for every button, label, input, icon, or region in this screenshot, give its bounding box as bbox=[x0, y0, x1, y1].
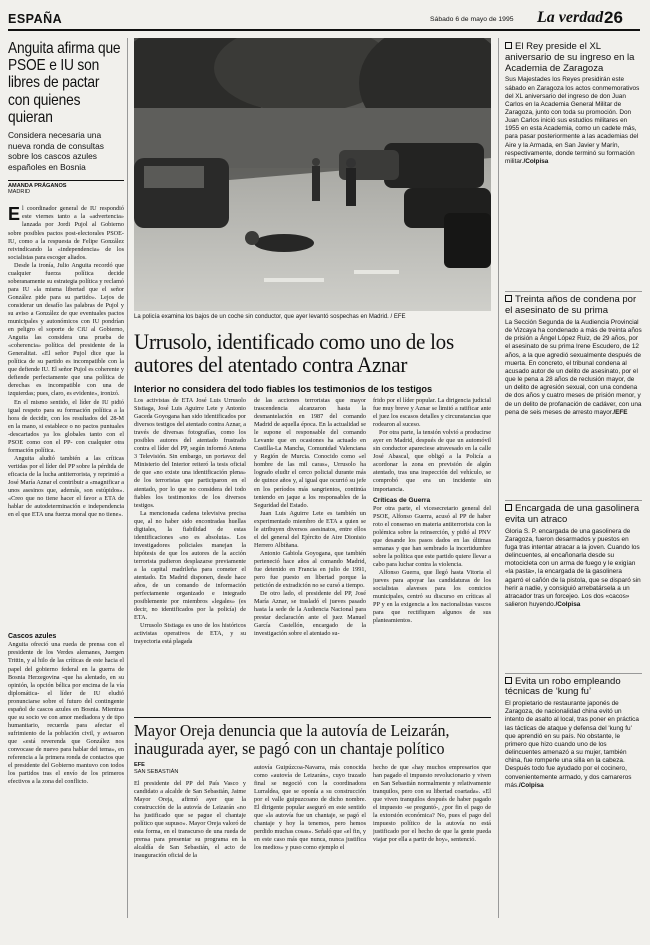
bottom-dateline bbox=[134, 762, 178, 775]
checkbox-bullet-icon bbox=[505, 504, 512, 511]
main-paragraph: de las acciones terroristas que mayor trascendencia alcanzaron hasta la desmantelación en 1987 del comando Madrid de aquella época. En la actualidad se le supone el responsable del comando Levante que en ocasiones ha actuado en Castilla-La Mancha, Comunidad Valenciana y Región de Murcia. Conocido como «el hombre de las mil caras», Urrusolo ha logrado eludir el cerco policial durante más de quince años y, al igual que ocurrió su jefe en los períodos más sangrientos, continúa teniendo en jaque a los responsables de la Seguridad del Estado. bbox=[254, 397, 366, 509]
photo-caption: La policía examina los bajos de un coche sin conductor, que ayer levantó sospechas en Madrid. / EFE bbox=[134, 314, 406, 320]
brief-divider bbox=[505, 500, 642, 501]
page-number: 26 bbox=[604, 8, 623, 27]
main-col-1 bbox=[134, 397, 246, 712]
left-story-headline: Anguita afirma que PSOE e IU son libres de pactar con quienes quieran bbox=[8, 40, 121, 126]
brief-item bbox=[505, 42, 642, 288]
story-divider bbox=[134, 717, 491, 718]
left-story-subsection-title: Cascos azules bbox=[8, 633, 57, 641]
bottom-agency: EFE bbox=[134, 762, 145, 768]
brief-source: /EFE bbox=[613, 408, 628, 416]
left-story-subsection-body: Anguita ofreció una rueda de prensa con el presidente de los Verdes alemanes, Juergen Trittin, y al hilo de las críticas de este hacia el papel del gobierno federal en la guerra de Bosnia Herzegovina -que ha alentado, en su opinión, la opción bélica por encima de la vía diplomática- el líder de IU eludió pronunciarse sobre el futuro del contingente español de cascos azules en Bosnia. Mientras que su socio ve con amor mediadora y de tipo humanitario, recuerda para afectar el sufrimiento de la población civil, y avisaron que «está reverenda que González nos convocase de nuevo para hablar del tema», en referencia a la primera ronda de contactos que el presidente del Gobierno mantuvo con todos los partidos tras el envío de los primeros efectivos a la zona del conflicto. bbox=[8, 641, 124, 786]
brief-body: La Sección Segunda de la Audiencia Provincial de Vizcaya ha condenado a más de treinta años de prisión a Ángel López Ruiz, de 29 años, por el asesinato de su prima Irene Escudero, de 12 años, a la que agredió sexualmente después de muerta. En concreto, el tribunal condena al acusado autor de un delito de asesinato, por el que le pena a 28 años de reclusión mayor, de un delito de agresión sexual, con una condena de dos años y cuatro meses de prisión menor, y de un delito de profanación de cadáver, con una pena de seis meses de arresto mayor. bbox=[505, 318, 642, 416]
left-story bbox=[8, 40, 124, 920]
checkbox-bullet-icon bbox=[505, 295, 512, 302]
bottom-col-3: hecho de que «hay muchos empresarios que han pagado el impuesto revolucionario y viven en San Sebastián normalmente y relativamente tranquilos, pero con su libertad coartada». «El que viven tranquilos después de haber pagado el impuesto -se preguntó-, ¿por fin el pago de la extorsión económica? No, pues el pago del impuesto político de la autovía no está justificado por el hecho de que la gente pueda viajar por ella a partir de hoy», sentenció. bbox=[373, 764, 491, 844]
brief-item bbox=[505, 295, 642, 497]
main-paragraph: frido por el líder popular. La dirigencia judicial fue muy breve y Aznar se limitó a ratificar ante el juez los escasos detalles y circunstancias que rodearon al suceso. bbox=[373, 397, 491, 429]
masthead-rule bbox=[8, 29, 640, 31]
checkbox-bullet-icon bbox=[505, 42, 512, 49]
sidebar-briefs bbox=[505, 42, 642, 922]
brief-body: Gloria S. P. encargada de una gasolinera de Zaragoza, fueron desarmados y puestos en fuga tras intentar atracar a la joven. Cuando los delincuentes, al encañonarla desde su motocicleta con un arma de fuego y le exigían «la pasta», la encargada de la gasolinera agarró el cañón de la pistola, que se disparó sin herir a nadie, y consiguió arrebatársela a un atracador tras un forcejeo. Los dos «cacos» salieron huyendo. bbox=[505, 527, 641, 608]
brief-body: Sus Majestades los Reyes presidirán este sábado en Zaragoza los actos conmemorativos del XL aniversario del ingreso de don Juan Carlos en la Academia General Militar de Zaragoza, junto con toda su promoción. Don Juan Carlos inició sus estudios militares en 1955 en esta Academia, como un cadete más, para pasar posteriormente a las academias del Aire y la Armada, en San Javier y Marín, respectivamente, donde terminó su formación militar. bbox=[505, 76, 640, 165]
left-story-paragraph: Anguita aludió también a las críticas vertidas por el líder del PP sobre la pérdida de eficacia de la lucha antiterrorista, y reprimió a José María Aznar el contribuir a «magnificar a unos asesinos que, además, son estúpidos». «Creo que no tiene hacer el favor a ETA de hablar de autodeterminación e independencia en el que ETA una fuerza moral que no tiene». bbox=[8, 454, 124, 519]
bottom-headline: Mayor Oreja denuncia que la autovía de Leizarán, inaugurada ayer, se pagó con un chantaje político bbox=[134, 721, 450, 758]
street-scene-image bbox=[134, 38, 491, 311]
main-paragraph: Juan Luis Aguirre Lete es también un experimentado miembro de ETA a quien se le atribuyen diversos asesinatos, entre ellos el del general del Ejército de Aire Dionisio Herrero Albiñana. bbox=[254, 509, 366, 549]
section-name: ESPAÑA bbox=[8, 12, 63, 26]
brief-title: Evita un robo empleando técnicas de ‘kung fu’ bbox=[505, 675, 621, 698]
brief-source: /Colpisa bbox=[555, 600, 581, 608]
dropcap: E bbox=[8, 205, 21, 225]
left-story-paragraph: En el mismo sentido, el líder de IU pidió igual respeto para su formación política a la hora de decidir, con los resultados del 28-M en la mano, si establece o no pactos puntuales -descartados ya los globales tanto con el PSOE como con el PP- con cualquier otra formación política. bbox=[8, 398, 124, 454]
brief-title: El Rey preside el XL aniversario de su ingreso en la Academia de Zaragoza bbox=[505, 42, 635, 74]
left-story-body bbox=[8, 205, 124, 630]
main-paragraph: Por otra parte, la tensión volvió a producirse ayer en Madrid, después de que un automóvil sin conductor apareciese atravesado en la calle José Abascal, que obligó a la Policía a acordonar la zona en previsión de algún atentado, tras una inspección del vehículo, se comprobó que era un incidente sin importancia. bbox=[373, 429, 491, 493]
main-paragraph: Urrusolo Sistiaga es uno de los históricos activistas operativos de ETA, y su trayectoria está plagada bbox=[134, 622, 246, 646]
main-col-2 bbox=[254, 397, 366, 712]
main-paragraph: Los activistas de ETA José Luis Urrusolo Sistiaga, José Luis Aguirre Lete y Antonio Gaceda Goyogana han sido identificados por diversos testigos del atentado contra Aznar, a través de diversas fotografías, como los posibles autores del atentado frustrado contra el líder del PP, según informó Antena 3 Televisión. Sin embargo, un portavoz del Ministerio del Interior reiteró la tesis oficial de que «no existe una identificación plena» de los terroristas que participaron en el atentado, por lo que no considera del todo fiables los testimonios de los diversos testigos. bbox=[134, 397, 246, 509]
left-story-byline: AMANDA PRÁGANOS bbox=[8, 183, 67, 190]
left-story-subhead: Considera necesaria una nueva ronda de consultas sobre los cascos azules españoles en Bosnia bbox=[8, 130, 104, 172]
checkbox-bullet-icon bbox=[505, 677, 512, 684]
brief-item bbox=[505, 504, 642, 670]
main-headline: Urrusolo, identificado como uno de los autores del atentado contra Aznar bbox=[134, 329, 454, 377]
left-story-paragraph: l coordinador general de IU respondió este viernes tanto a la «advertencia» lanzada por Jordi Pujol al Gobierno sobre posibles pactos post-electorales PSOE-IU, como a la respuesta de Felipe González reivindicando la «independencia» de los socialistas para escoger aliados. bbox=[8, 205, 124, 261]
column-divider bbox=[498, 38, 499, 918]
bottom-place: SAN SEBASTIÁN bbox=[134, 768, 179, 775]
main-col-3 bbox=[373, 397, 491, 712]
bottom-col-1: El presidente del PP del País Vasco y candidato a alcalde de San Sebastián, Jaime Mayor Oreja, afirmó ayer que la construcción de la autovía de Leizarán «no ha justificado que se pague el chantaje político que supuso». Mayor Oreja valoró de esta forma, en el transcurso de una rueda de prensa para presentar su programa en la alcaldía de San Sebastián, el acto de inauguración oficial de la bbox=[134, 780, 246, 860]
main-paragraph: La mencionada cadena televisiva precisa que, al no haber sido encontradas huellas digitales, la fiabilidad de estas identificaciones «no es absoluta». Los investigadores policiales manejan la hipótesis de que los autores de la acción terrorista pudieron desplazarse previamente a la capital madrileña para cometer el atentado. En Madrid disponen, desde hace años, de un comando de información perfectamente organizado e integrado posiblemente por miembros «legales» (es decir, no identificados por la policía) de ETA. bbox=[134, 509, 246, 622]
main-subhead: Interior no considera del todo fiables los testimonios de los testigos bbox=[134, 384, 433, 394]
issue-date: Sábado 6 de mayo de 1995 bbox=[430, 16, 514, 23]
left-story-place: MADRID bbox=[8, 189, 31, 196]
left-story-paragraph: Desde la ironía, Julio Anguita recordó que cualquier fuerza política decide soberanamente su estrategia política y reclamó para IU «la misma libertad que el señor González pide para su partido». Lejos de considerar un desafío las palabras de Pujol y su aviso a González de que eventuales pactos municipales y autonómicos con IU pondrían en peligro el soporte de CiU al Gobierno, Anguita las considera una prueba de «coherencia» política del presidente de la Generalitat. «El señor Pujol dice que la política de su partido es incompatible con la que defiende IU. El señor Pujol es coherente y defiende perfectamente que una política de derechas es incompatible con una de izquierdas; pues, claro, es evidente», ironizó. bbox=[8, 261, 124, 398]
brief-body: El propietario de restaurante japonés de Zaragoza, de nacionalidad china evitó un intento de asalto al local, tras poner en práctica las tácticas de ataque y defensa del 'kung fu' que aprendió en su país. No obstante, le primero que hizo cuando uno de los delincuentes amenazó a su mujer, también china, fue romperle una silla en la cabeza. Después todo fue ayudado por el cocinero, convenientemente armado, y dos camareros más. bbox=[505, 700, 639, 789]
brief-source: /Colpisa bbox=[523, 157, 549, 165]
brief-item bbox=[505, 677, 642, 861]
main-subtitle: Críticas de Guerra bbox=[373, 496, 431, 504]
main-paragraph: Alfonso Guerra, que llegó hasta Vitoria el jueves para apoyar las candidaturas de los socialistas alaveses para los comicios municipales, centró su discurso en críticas al PP y en la exigencia a los nacionalistas vascos para que rectifiquen algunos de sus planteamientos. bbox=[373, 568, 491, 625]
main-paragraph: Antonio Gabiola Goyogana, que también perteneció hace años al comando Madrid, fue detenido en Francia en julio de 1991, pero fue puesto en libertad porque la petición de extradición no se cursó a tiempo. bbox=[254, 549, 366, 590]
brief-title: Treinta años de condena por el asesinato de su prima bbox=[505, 294, 637, 317]
main-paragraph: De otro lado, el presidente del PP, José María Aznar, se trasladó el jueves pasado hasta la sede de la Audiencia Nacional para prestar declaración ante el juez Manuel García Castellón, encargado de la investigación sobre el atentado su- bbox=[254, 590, 366, 638]
brief-divider bbox=[505, 291, 642, 292]
column-divider bbox=[127, 38, 128, 918]
paper-name: La verdad bbox=[537, 9, 604, 26]
main-paragraph: Por otra parte, el vicesecretario general del PSOE, Alfonso Guerra, acusó al PP de haber roto el consenso en materia antiterrorista con la polémica sobre la reinserción, y pidió al PNV que desande los pasos dados en las últimas semanas y que han sembrado la incertidumbre sobre la política que este partido quiere llevar a cabo para luchar contra la violencia. bbox=[373, 504, 491, 568]
bottom-col-2: autovía Guipúzcoa-Navarra, más conocida como «autovía de Leizarán», cuyo trazado final se negoció con la coordinadora Lurraldea, que se oponía a su construcción por el valle guipuzcoano de dicho nombre. El dirigente popular aseguró en este sentido que «la autovía fue un chantaje, se pagó el chantaje y hoy la tenemos, pero hemos perdido muchas cosas». Señaló que «el fin, y en este caso más que nunca, nunca justifica los medios» y puso como ejemplo el bbox=[254, 764, 366, 852]
brief-source: /Colpisa bbox=[518, 781, 544, 789]
news-photo bbox=[134, 38, 491, 311]
brief-title: Encargada de una gasolinera evita un atraco bbox=[505, 502, 640, 525]
brief-divider bbox=[505, 673, 642, 674]
